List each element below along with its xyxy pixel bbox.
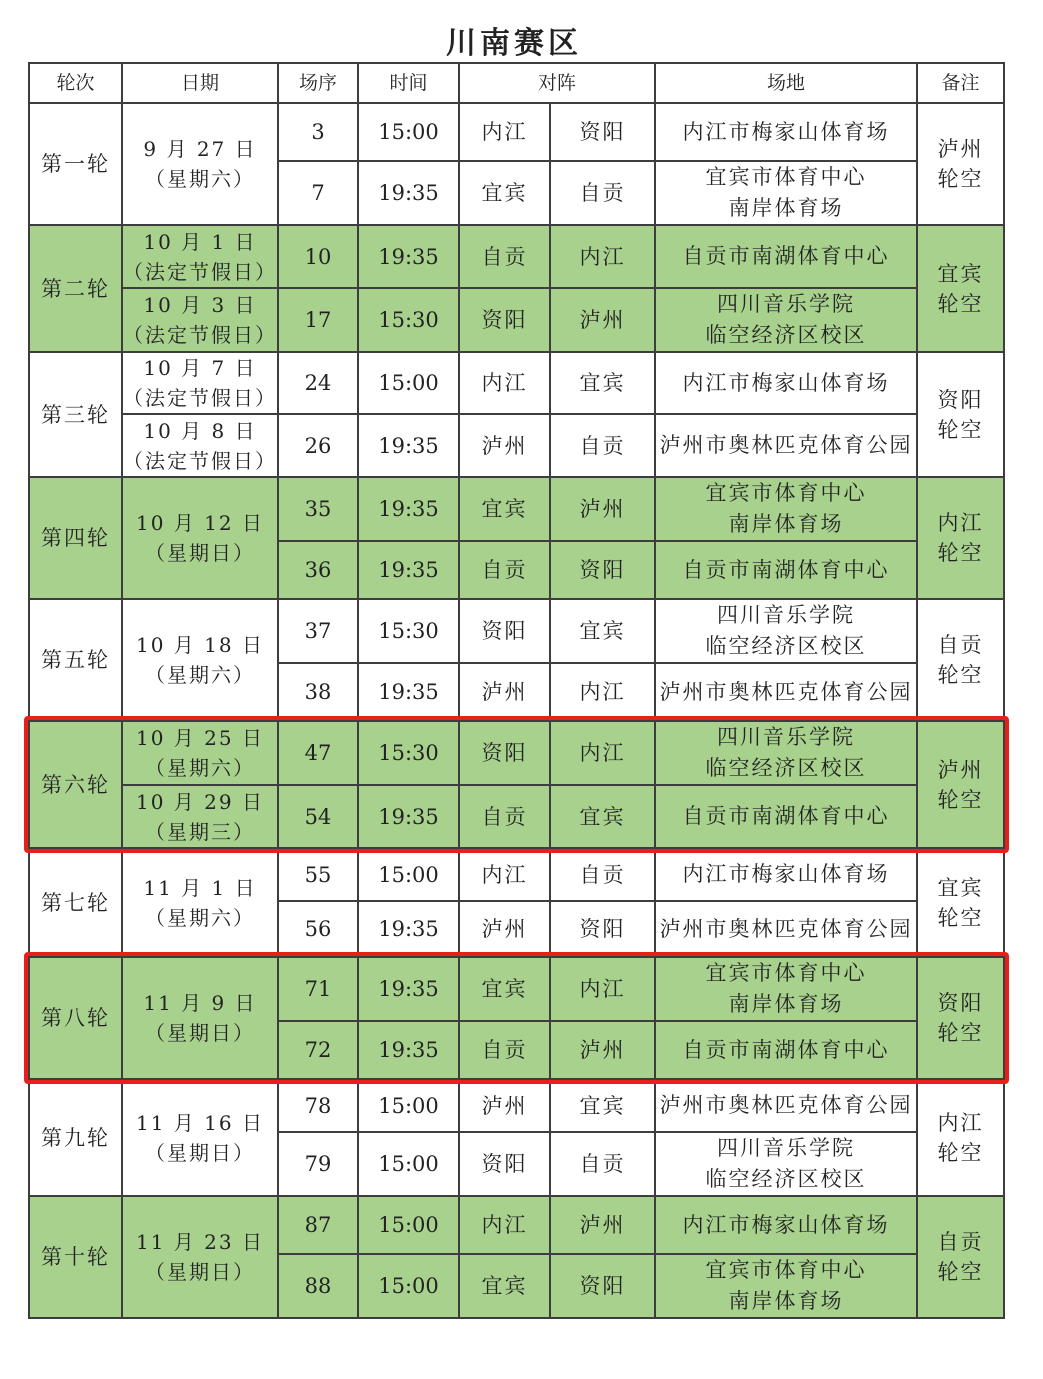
venue bbox=[655, 1021, 917, 1079]
header-row bbox=[29, 63, 1004, 103]
bye-line: 内江 bbox=[937, 511, 984, 535]
date-line: （星期六） bbox=[145, 756, 255, 780]
venue bbox=[655, 288, 917, 352]
kickoff-time: 15:00 bbox=[358, 848, 459, 901]
match-number: 72 bbox=[278, 1021, 358, 1079]
venue bbox=[655, 1079, 917, 1132]
bye-line: 轮空 bbox=[937, 1021, 984, 1045]
bye-line: 轮空 bbox=[937, 291, 984, 316]
schedule-table-wrapper bbox=[28, 62, 1005, 1319]
kickoff-time: 19:35 bbox=[358, 414, 459, 477]
match-date bbox=[122, 848, 278, 957]
away-team: 资阳 bbox=[550, 541, 655, 599]
table-row bbox=[29, 785, 1004, 848]
header-round: 轮次 bbox=[29, 63, 122, 103]
venue bbox=[655, 225, 917, 288]
away-team: 内江 bbox=[550, 957, 655, 1021]
venue-line: 内江市梅家山体育场 bbox=[682, 862, 890, 886]
home-team: 泸州 bbox=[459, 901, 550, 957]
round-group bbox=[29, 103, 1004, 225]
match-number: 10 bbox=[278, 225, 358, 288]
table-row bbox=[29, 599, 1004, 663]
home-team: 资阳 bbox=[459, 1132, 550, 1196]
venue-line: 四川音乐学院 bbox=[717, 292, 856, 316]
date-line: 11 月 1 日 bbox=[143, 875, 257, 900]
date-line: （法定节假日） bbox=[123, 386, 277, 410]
venue-line: 南岸体育场 bbox=[728, 992, 844, 1016]
bye-line: 宜宾 bbox=[937, 875, 984, 900]
venue bbox=[655, 785, 917, 848]
round-label: 第八轮 bbox=[29, 957, 122, 1079]
venue-line: 南岸体育场 bbox=[728, 512, 844, 536]
bye-remark bbox=[917, 1079, 1004, 1196]
round-label: 第九轮 bbox=[29, 1079, 122, 1196]
header-time: 时间 bbox=[358, 63, 459, 103]
match-date bbox=[122, 1196, 278, 1318]
venue bbox=[655, 352, 917, 414]
date-line: （法定节假日） bbox=[123, 259, 277, 284]
match-number: 26 bbox=[278, 414, 358, 477]
venue-line: 泸州市奥林匹克体育公园 bbox=[659, 433, 913, 457]
home-team: 宜宾 bbox=[459, 477, 550, 541]
round-label: 第五轮 bbox=[29, 599, 122, 721]
date-line: 11 月 16 日 bbox=[136, 1110, 264, 1135]
match-number: 47 bbox=[278, 721, 358, 785]
home-team: 自贡 bbox=[459, 541, 550, 599]
match-number: 36 bbox=[278, 541, 358, 599]
home-team: 泸州 bbox=[459, 663, 550, 721]
round-group bbox=[29, 352, 1004, 477]
date-line: 10 月 3 日 bbox=[143, 293, 257, 317]
table-row bbox=[29, 477, 1004, 541]
away-team: 内江 bbox=[550, 663, 655, 721]
date-line: 10 月 12 日 bbox=[136, 511, 264, 535]
venue bbox=[655, 957, 917, 1021]
venue-line: 泸州市奥林匹克体育公园 bbox=[659, 916, 913, 941]
table-row bbox=[29, 1079, 1004, 1132]
date-line: 10 月 29 日 bbox=[136, 789, 264, 814]
match-number: 7 bbox=[278, 161, 358, 225]
date-line: 9 月 27 日 bbox=[143, 137, 257, 161]
venue-line: 内江市梅家山体育场 bbox=[682, 1212, 890, 1237]
kickoff-time: 19:35 bbox=[358, 161, 459, 225]
date-line: 11 月 9 日 bbox=[143, 991, 257, 1015]
match-number: 38 bbox=[278, 663, 358, 721]
away-team: 自贡 bbox=[550, 1132, 655, 1196]
away-team: 内江 bbox=[550, 721, 655, 785]
table-row bbox=[29, 103, 1004, 161]
header-match-no: 场序 bbox=[278, 63, 358, 103]
bye-remark bbox=[917, 848, 1004, 957]
kickoff-time: 15:00 bbox=[358, 103, 459, 161]
header-remarks: 备注 bbox=[917, 63, 1004, 103]
bye-line: 轮空 bbox=[937, 663, 984, 687]
table-row bbox=[29, 1196, 1004, 1254]
match-date bbox=[122, 785, 278, 848]
match-number: 17 bbox=[278, 288, 358, 352]
kickoff-time: 19:35 bbox=[358, 1021, 459, 1079]
kickoff-time: 15:00 bbox=[358, 1254, 459, 1318]
venue bbox=[655, 663, 917, 721]
venue-line: 宜宾市体育中心 bbox=[705, 481, 867, 505]
table-row bbox=[29, 957, 1004, 1021]
bye-remark bbox=[917, 721, 1004, 848]
venue-line: 自贡市南湖体育中心 bbox=[682, 244, 890, 268]
match-number: 71 bbox=[278, 957, 358, 1021]
bye-remark bbox=[917, 103, 1004, 225]
bye-remark bbox=[917, 957, 1004, 1079]
match-number: 87 bbox=[278, 1196, 358, 1254]
match-date bbox=[122, 1079, 278, 1196]
round-label: 第七轮 bbox=[29, 848, 122, 957]
match-date bbox=[122, 225, 278, 288]
away-team: 泸州 bbox=[550, 288, 655, 352]
bye-line: 宜宾 bbox=[937, 261, 984, 286]
home-team: 资阳 bbox=[459, 599, 550, 663]
home-team: 内江 bbox=[459, 352, 550, 414]
round-group bbox=[29, 721, 1004, 848]
kickoff-time: 15:00 bbox=[358, 1196, 459, 1254]
round-group bbox=[29, 1196, 1004, 1318]
match-number: 55 bbox=[278, 848, 358, 901]
date-line: （星期日） bbox=[145, 1021, 255, 1045]
home-team: 内江 bbox=[459, 848, 550, 901]
match-number: 54 bbox=[278, 785, 358, 848]
venue-line: 内江市梅家山体育场 bbox=[682, 370, 890, 395]
bye-remark bbox=[917, 599, 1004, 721]
kickoff-time: 19:35 bbox=[358, 225, 459, 288]
bye-line: 内江 bbox=[937, 1110, 984, 1135]
date-line: 10 月 18 日 bbox=[136, 633, 264, 657]
date-line: （法定节假日） bbox=[123, 448, 277, 473]
date-line: （法定节假日） bbox=[123, 323, 277, 347]
away-team: 自贡 bbox=[550, 414, 655, 477]
away-team: 泸州 bbox=[550, 477, 655, 541]
date-line: （星期日） bbox=[145, 541, 255, 565]
venue bbox=[655, 901, 917, 957]
venue-line: 临空经济区校区 bbox=[705, 1167, 867, 1191]
venue bbox=[655, 477, 917, 541]
venue-line: 南岸体育场 bbox=[728, 1289, 844, 1313]
schedule-table bbox=[28, 62, 1005, 1319]
home-team: 泸州 bbox=[459, 414, 550, 477]
bye-line: 轮空 bbox=[937, 787, 984, 812]
bye-line: 泸州 bbox=[937, 757, 984, 782]
kickoff-time: 19:35 bbox=[358, 957, 459, 1021]
bye-remark bbox=[917, 352, 1004, 477]
venue-line: 自贡市南湖体育中心 bbox=[682, 804, 890, 828]
home-team: 自贡 bbox=[459, 785, 550, 848]
venue-line: 宜宾市体育中心 bbox=[705, 1258, 867, 1282]
match-date bbox=[122, 721, 278, 785]
venue bbox=[655, 103, 917, 161]
home-team: 内江 bbox=[459, 103, 550, 161]
round-label: 第二轮 bbox=[29, 225, 122, 352]
bye-line: 自贡 bbox=[937, 633, 984, 657]
table-row bbox=[29, 288, 1004, 352]
bye-line: 轮空 bbox=[937, 1140, 984, 1165]
date-line: 10 月 7 日 bbox=[143, 356, 257, 380]
home-team: 宜宾 bbox=[459, 161, 550, 225]
match-date bbox=[122, 599, 278, 721]
home-team: 泸州 bbox=[459, 1079, 550, 1132]
venue-line: 宜宾市体育中心 bbox=[705, 961, 867, 985]
date-line: （星期六） bbox=[145, 167, 255, 191]
away-team: 宜宾 bbox=[550, 785, 655, 848]
bye-line: 轮空 bbox=[937, 541, 984, 565]
match-number: 79 bbox=[278, 1132, 358, 1196]
date-line: 10 月 1 日 bbox=[143, 229, 257, 254]
round-label: 第十轮 bbox=[29, 1196, 122, 1318]
away-team: 资阳 bbox=[550, 901, 655, 957]
venue-line: 泸州市奥林匹克体育公园 bbox=[659, 1093, 913, 1117]
match-number: 56 bbox=[278, 901, 358, 957]
bye-line: 资阳 bbox=[937, 387, 984, 412]
match-date bbox=[122, 414, 278, 477]
bye-remark bbox=[917, 477, 1004, 599]
bye-line: 泸州 bbox=[937, 137, 984, 161]
venue bbox=[655, 161, 917, 225]
header-date: 日期 bbox=[122, 63, 278, 103]
kickoff-time: 15:00 bbox=[358, 1079, 459, 1132]
bye-line: 资阳 bbox=[937, 991, 984, 1015]
venue-line: 四川音乐学院 bbox=[717, 1136, 856, 1160]
away-team: 自贡 bbox=[550, 848, 655, 901]
kickoff-time: 15:30 bbox=[358, 599, 459, 663]
venue-line: 临空经济区校区 bbox=[705, 323, 867, 347]
away-team: 自贡 bbox=[550, 161, 655, 225]
venue-line: 临空经济区校区 bbox=[705, 634, 867, 658]
venue-line: 临空经济区校区 bbox=[705, 756, 867, 780]
date-line: 11 月 23 日 bbox=[136, 1230, 264, 1254]
match-number: 3 bbox=[278, 103, 358, 161]
table-row bbox=[29, 225, 1004, 288]
kickoff-time: 15:30 bbox=[358, 288, 459, 352]
round-label: 第六轮 bbox=[29, 721, 122, 848]
bye-line: 轮空 bbox=[937, 167, 984, 191]
away-team: 宜宾 bbox=[550, 1079, 655, 1132]
away-team: 泸州 bbox=[550, 1196, 655, 1254]
kickoff-time: 19:35 bbox=[358, 901, 459, 957]
kickoff-time: 19:35 bbox=[358, 541, 459, 599]
kickoff-time: 19:35 bbox=[358, 785, 459, 848]
venue bbox=[655, 721, 917, 785]
bye-line: 自贡 bbox=[937, 1230, 984, 1254]
header-matchup: 对阵 bbox=[459, 63, 655, 103]
venue bbox=[655, 414, 917, 477]
home-team: 宜宾 bbox=[459, 1254, 550, 1318]
home-team: 自贡 bbox=[459, 1021, 550, 1079]
match-number: 24 bbox=[278, 352, 358, 414]
match-date bbox=[122, 957, 278, 1079]
kickoff-time: 19:35 bbox=[358, 477, 459, 541]
round-label: 第一轮 bbox=[29, 103, 122, 225]
table-row bbox=[29, 721, 1004, 785]
table-row bbox=[29, 414, 1004, 477]
match-date bbox=[122, 477, 278, 599]
bye-remark bbox=[917, 225, 1004, 352]
home-team: 资阳 bbox=[459, 288, 550, 352]
match-date bbox=[122, 352, 278, 414]
match-date bbox=[122, 288, 278, 352]
match-number: 88 bbox=[278, 1254, 358, 1318]
date-line: （星期三） bbox=[145, 819, 255, 844]
table-row bbox=[29, 848, 1004, 901]
venue-line: 泸州市奥林匹克体育公园 bbox=[659, 679, 913, 704]
bye-line: 轮空 bbox=[937, 417, 984, 442]
date-line: （星期日） bbox=[145, 1140, 255, 1165]
venue-line: 南岸体育场 bbox=[728, 196, 844, 220]
kickoff-time: 19:35 bbox=[358, 663, 459, 721]
venue bbox=[655, 1132, 917, 1196]
venue-line: 自贡市南湖体育中心 bbox=[682, 557, 890, 582]
table-row bbox=[29, 352, 1004, 414]
venue-line: 内江市梅家山体育场 bbox=[682, 119, 890, 144]
away-team: 宜宾 bbox=[550, 352, 655, 414]
venue-line: 宜宾市体育中心 bbox=[705, 165, 867, 189]
bye-line: 轮空 bbox=[937, 1260, 984, 1284]
away-team: 内江 bbox=[550, 225, 655, 288]
venue-line: 自贡市南湖体育中心 bbox=[682, 1037, 890, 1062]
round-label: 第四轮 bbox=[29, 477, 122, 599]
kickoff-time: 15:00 bbox=[358, 352, 459, 414]
round-group bbox=[29, 477, 1004, 599]
venue bbox=[655, 848, 917, 901]
kickoff-time: 15:00 bbox=[358, 1132, 459, 1196]
away-team: 宜宾 bbox=[550, 599, 655, 663]
date-line: （星期六） bbox=[145, 663, 255, 687]
page-title: 川南赛区 bbox=[446, 26, 582, 61]
venue bbox=[655, 1254, 917, 1318]
date-line: 10 月 8 日 bbox=[143, 418, 257, 443]
round-label: 第三轮 bbox=[29, 352, 122, 477]
bye-line: 轮空 bbox=[937, 905, 984, 930]
round-group bbox=[29, 848, 1004, 957]
match-number: 35 bbox=[278, 477, 358, 541]
venue-line: 四川音乐学院 bbox=[717, 725, 856, 749]
home-team: 资阳 bbox=[459, 721, 550, 785]
home-team: 自贡 bbox=[459, 225, 550, 288]
away-team: 资阳 bbox=[550, 1254, 655, 1318]
header-venue: 场地 bbox=[655, 63, 917, 103]
kickoff-time: 15:30 bbox=[358, 721, 459, 785]
round-group bbox=[29, 225, 1004, 352]
match-number: 78 bbox=[278, 1079, 358, 1132]
date-line: （星期六） bbox=[145, 905, 255, 930]
away-team: 资阳 bbox=[550, 103, 655, 161]
match-number: 37 bbox=[278, 599, 358, 663]
round-group bbox=[29, 599, 1004, 721]
round-group bbox=[29, 957, 1004, 1079]
date-line: （星期日） bbox=[145, 1260, 255, 1284]
round-group bbox=[29, 1079, 1004, 1196]
venue-line: 四川音乐学院 bbox=[717, 603, 856, 627]
bye-remark bbox=[917, 1196, 1004, 1318]
venue bbox=[655, 1196, 917, 1254]
match-date bbox=[122, 103, 278, 225]
venue bbox=[655, 599, 917, 663]
away-team: 泸州 bbox=[550, 1021, 655, 1079]
venue bbox=[655, 541, 917, 599]
date-line: 10 月 25 日 bbox=[136, 726, 264, 750]
home-team: 内江 bbox=[459, 1196, 550, 1254]
home-team: 宜宾 bbox=[459, 957, 550, 1021]
